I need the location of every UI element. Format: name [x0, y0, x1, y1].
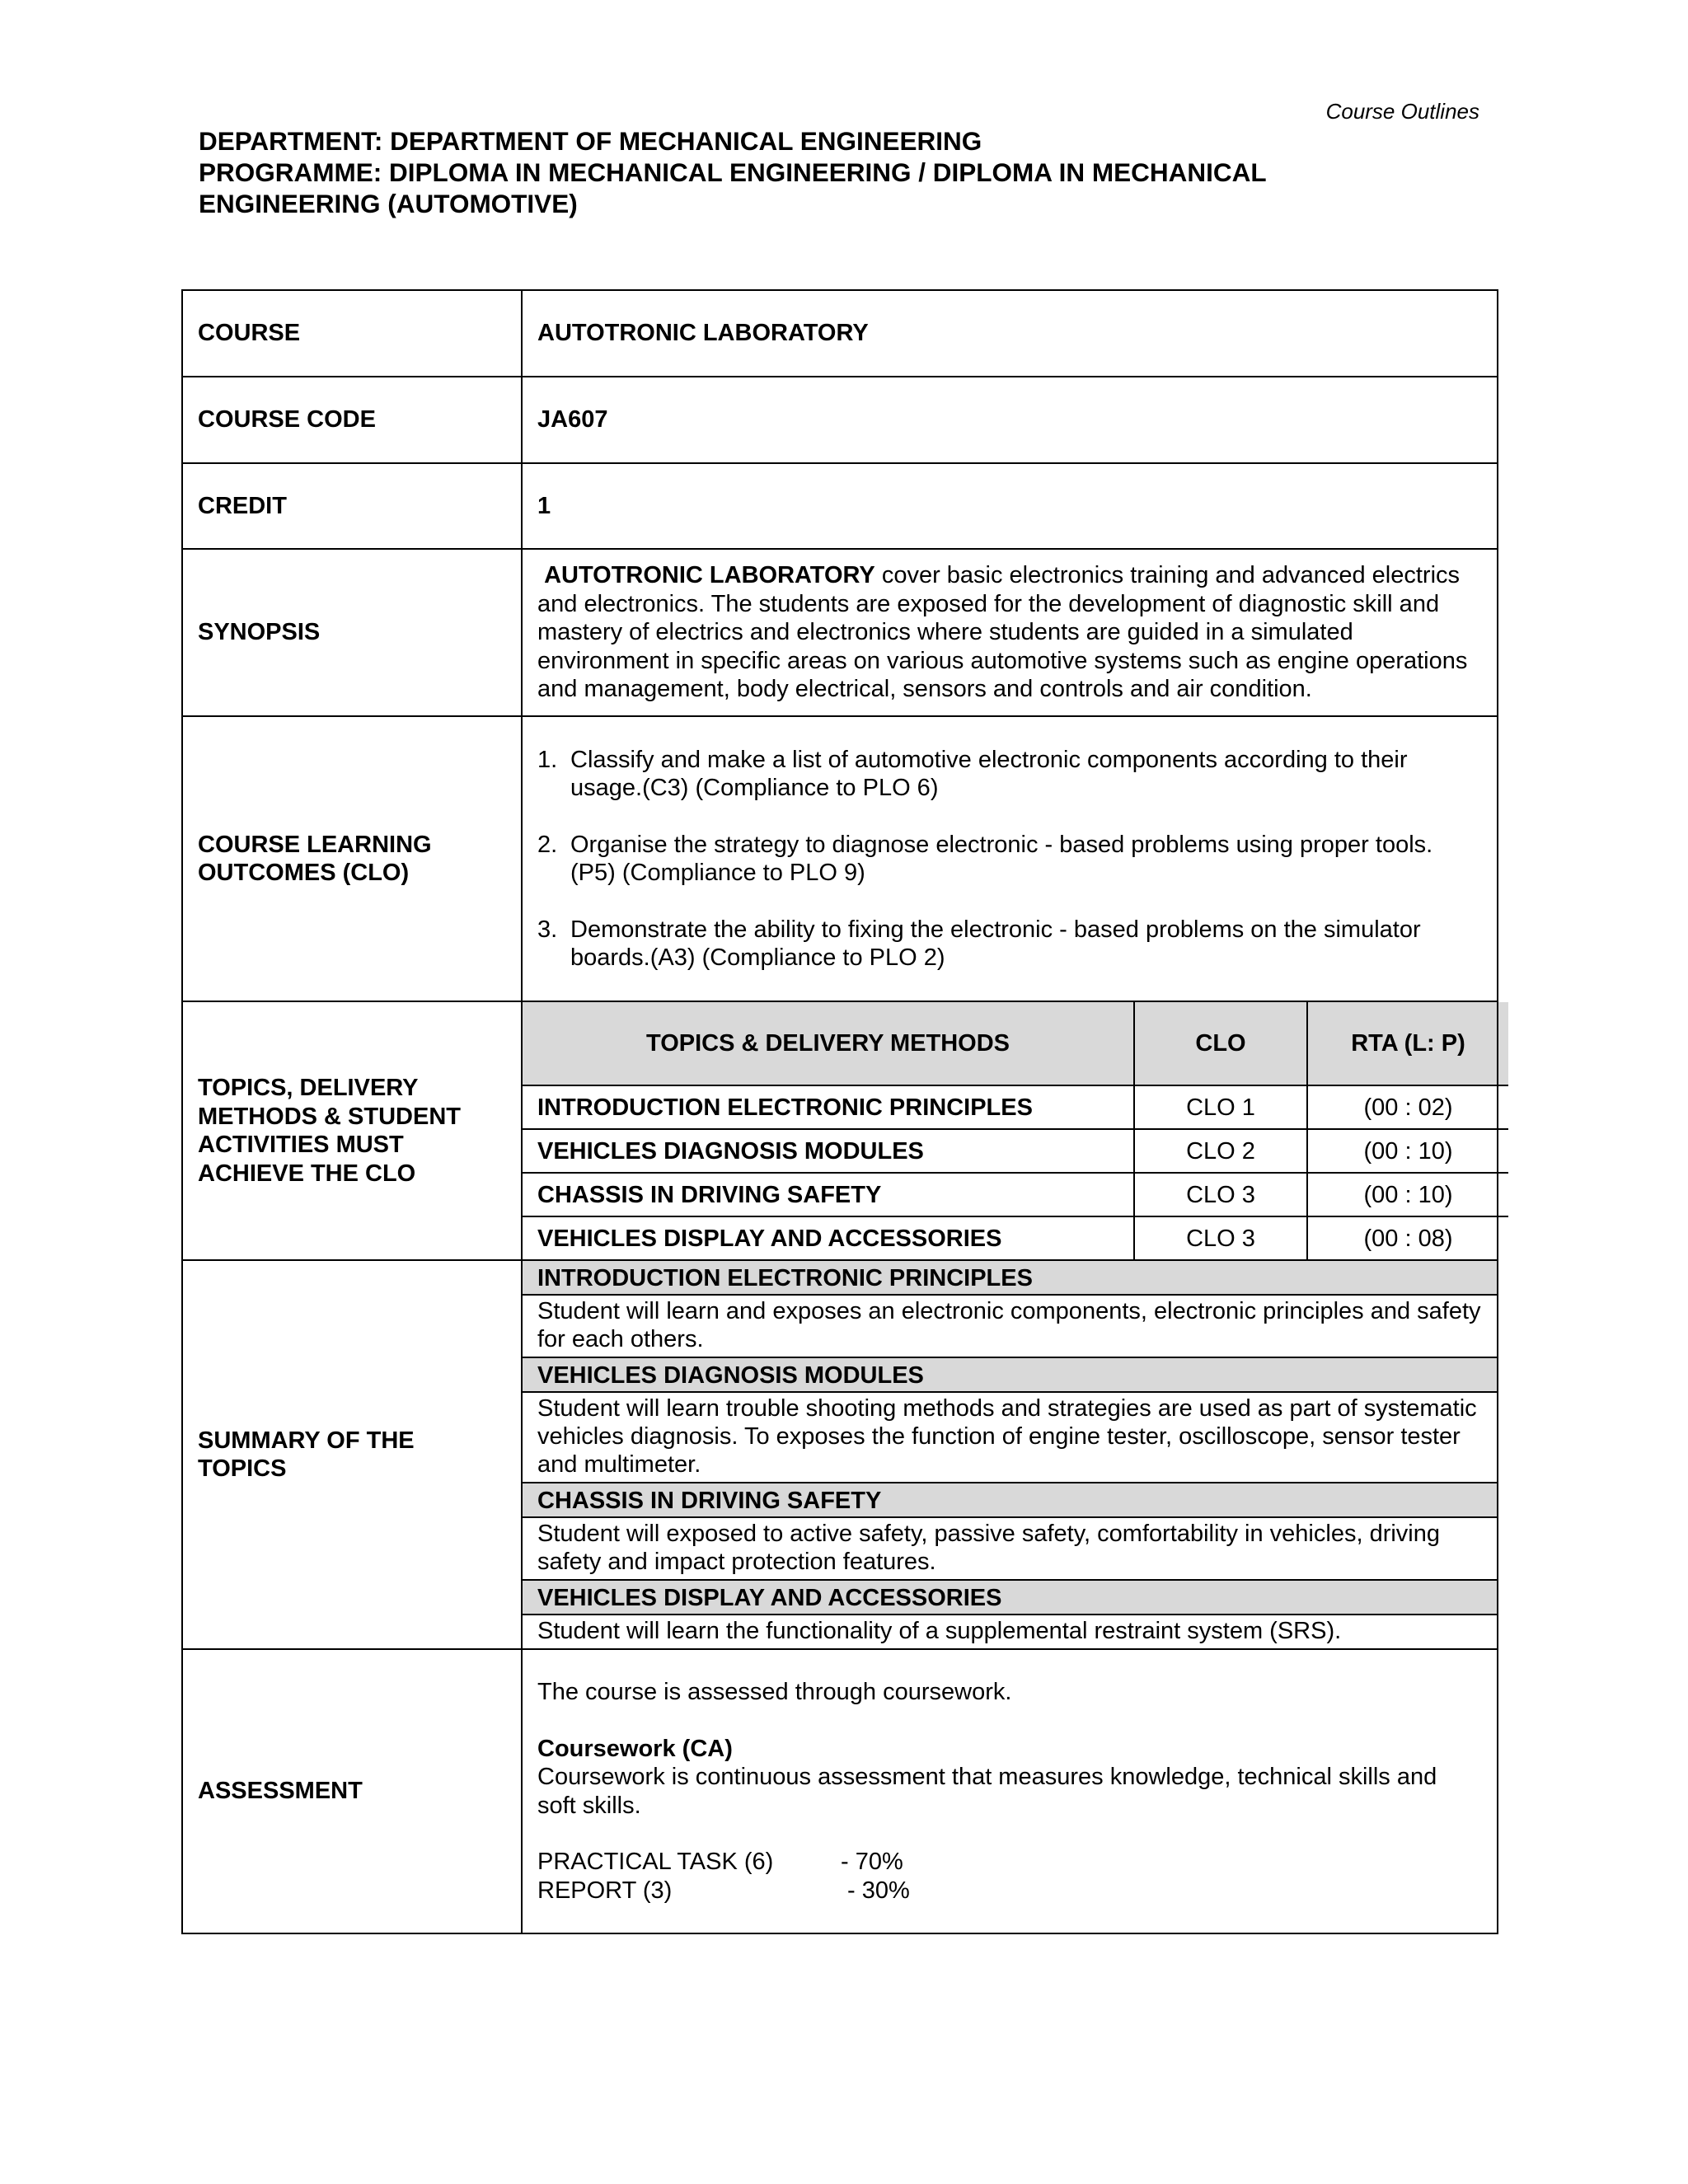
coursework-text: Coursework is continuous assessment that measures knowledge, technical skills and soft skills.	[537, 1764, 1437, 1819]
clo-item-number: 1.	[537, 746, 558, 773]
topic-clo: CLO 3	[1134, 1173, 1307, 1216]
credit-value: 1	[522, 463, 1498, 549]
clo-row	[182, 716, 1498, 1001]
summary-section-text: Student will learn trouble shooting methods and strategies are used as part of systematic vehicles diagnosis. To exposes the function of engine tester, oscilloscope, sensor tester and multimeter.	[523, 1393, 1497, 1483]
clo-value	[522, 716, 1498, 1001]
summary-section-title: INTRODUCTION ELECTRONIC PRINCIPLES	[523, 1261, 1497, 1296]
clo-item	[537, 831, 1482, 888]
assessment-item-name: PRACTICAL TASK (6)	[537, 1849, 774, 1875]
programme-title-line1: PROGRAMME: DIPLOMA IN MECHANICAL ENGINEERING / DIPLOMA IN MECHANICAL	[199, 157, 1267, 187]
synopsis-row	[182, 549, 1498, 716]
assessment-item	[537, 1877, 1482, 1905]
topic-name: VEHICLES DISPLAY AND ACCESSORIES	[523, 1216, 1134, 1259]
assessment-label: ASSESSMENT	[182, 1649, 522, 1933]
summary-section-text: Student will learn and exposes an electronic components, electronic principles and safety for each others.	[523, 1296, 1497, 1358]
topic-rta: (00 : 08)	[1307, 1216, 1508, 1259]
programme-title-line2: ENGINEERING (AUTOMOTIVE)	[199, 189, 578, 218]
document-header	[199, 125, 1435, 219]
clo-item	[537, 916, 1482, 972]
clo-item-number: 2.	[537, 831, 558, 858]
clo-label-line2: OUTCOMES (CLO)	[198, 860, 410, 886]
synopsis-lead: AUTOTRONIC LABORATORY	[544, 562, 875, 589]
clo-label-line1: COURSE LEARNING	[198, 831, 432, 858]
topics-row	[182, 1001, 1498, 1260]
clo-item-number: 3.	[537, 916, 558, 943]
topics-table-row	[523, 1173, 1508, 1216]
summary-row	[182, 1260, 1498, 1649]
synopsis-label: SYNOPSIS	[182, 549, 522, 716]
clo-list	[537, 746, 1482, 972]
summary-section-text: Student will exposed to active safety, passive safety, comfortability in vehicles, driving safety and impact protection features.	[523, 1518, 1497, 1581]
page-label: Course Outlines	[1325, 99, 1479, 124]
clo-item-text: Demonstrate the ability to fixing the electronic - based problems on the simulator boards.(A3) (Compliance to PLO 2)	[570, 916, 1421, 971]
assessment-item-name: REPORT (3)	[537, 1877, 673, 1904]
topic-clo: CLO 3	[1134, 1216, 1307, 1259]
course-code-label: COURSE CODE	[182, 377, 522, 463]
topic-rta: (00 : 02)	[1307, 1085, 1508, 1129]
topic-clo: CLO 2	[1134, 1129, 1307, 1173]
topics-header-topics: TOPICS & DELIVERY METHODS	[523, 1002, 1134, 1085]
topic-rta: (00 : 10)	[1307, 1129, 1508, 1173]
assessment-item-weight: - 30%	[841, 1877, 910, 1904]
course-code-row	[182, 377, 1498, 463]
assessment-intro: The course is assessed through coursework.	[537, 1679, 1012, 1705]
course-row	[182, 290, 1498, 377]
coursework-title: Coursework (CA)	[537, 1735, 733, 1762]
topic-rta: (00 : 10)	[1307, 1173, 1508, 1216]
course-code-value: JA607	[522, 377, 1498, 463]
credit-label: CREDIT	[182, 463, 522, 549]
topic-name: CHASSIS IN DRIVING SAFETY	[523, 1173, 1134, 1216]
assessment-item-weight: - 70%	[841, 1849, 903, 1875]
topic-clo: CLO 1	[1134, 1085, 1307, 1129]
clo-item-text: Classify and make a list of automotive electronic components according to their usage.(C3) (Compliance to PLO 6)	[570, 746, 1408, 801]
assessment-item	[537, 1848, 1482, 1877]
topics-table	[523, 1002, 1508, 1259]
synopsis-text: cover basic electronics training and advanced electrics and electronics. The students are exposed for the development of diagnostic skill and mastery of electrics and electronics where students are guided in a simulated environment in specific areas on various automotive systems such as engine operations and management, body electrical, sensors and controls and air condition.	[537, 562, 1468, 703]
credit-row	[182, 463, 1498, 549]
topic-name: INTRODUCTION ELECTRONIC PRINCIPLES	[523, 1085, 1134, 1129]
summary-section-title: VEHICLES DISPLAY AND ACCESSORIES	[523, 1581, 1497, 1615]
summary-label	[182, 1260, 522, 1649]
course-label: COURSE	[182, 290, 522, 377]
topics-table-row	[523, 1085, 1508, 1129]
topics-table-row	[523, 1216, 1508, 1259]
clo-label	[182, 716, 522, 1001]
topics-header-rta: RTA (L: P)	[1307, 1002, 1508, 1085]
summary-label-line1: SUMMARY OF THE	[198, 1427, 415, 1454]
summary-section-title: CHASSIS IN DRIVING SAFETY	[523, 1483, 1497, 1518]
topics-header-row	[523, 1002, 1508, 1085]
course-outline-table	[181, 289, 1498, 1934]
summary-section-title: VEHICLES DIAGNOSIS MODULES	[523, 1358, 1497, 1393]
topics-header-clo: CLO	[1134, 1002, 1307, 1085]
summary-value	[522, 1260, 1498, 1649]
topics-value	[522, 1001, 1498, 1260]
assessment-row	[182, 1649, 1498, 1933]
department-title: DEPARTMENT: DEPARTMENT OF MECHANICAL ENGINEERING	[199, 126, 982, 156]
assessment-value	[522, 1649, 1498, 1933]
topics-label: TOPICS, DELIVERY METHODS & STUDENT ACTIVITIES MUST ACHIEVE THE CLO	[182, 1001, 522, 1260]
synopsis-value	[522, 549, 1498, 716]
clo-item-text: Organise the strategy to diagnose electronic - based problems using proper tools. (P5) (Compliance to PLO 9)	[570, 831, 1433, 886]
topic-name: VEHICLES DIAGNOSIS MODULES	[523, 1129, 1134, 1173]
summary-label-line2: TOPICS	[198, 1455, 287, 1482]
summary-section-text: Student will learn the functionality of a supplemental restraint system (SRS).	[537, 1618, 1342, 1644]
topics-table-row	[523, 1129, 1508, 1173]
clo-item	[537, 746, 1482, 803]
course-value: AUTOTRONIC LABORATORY	[522, 290, 1498, 377]
